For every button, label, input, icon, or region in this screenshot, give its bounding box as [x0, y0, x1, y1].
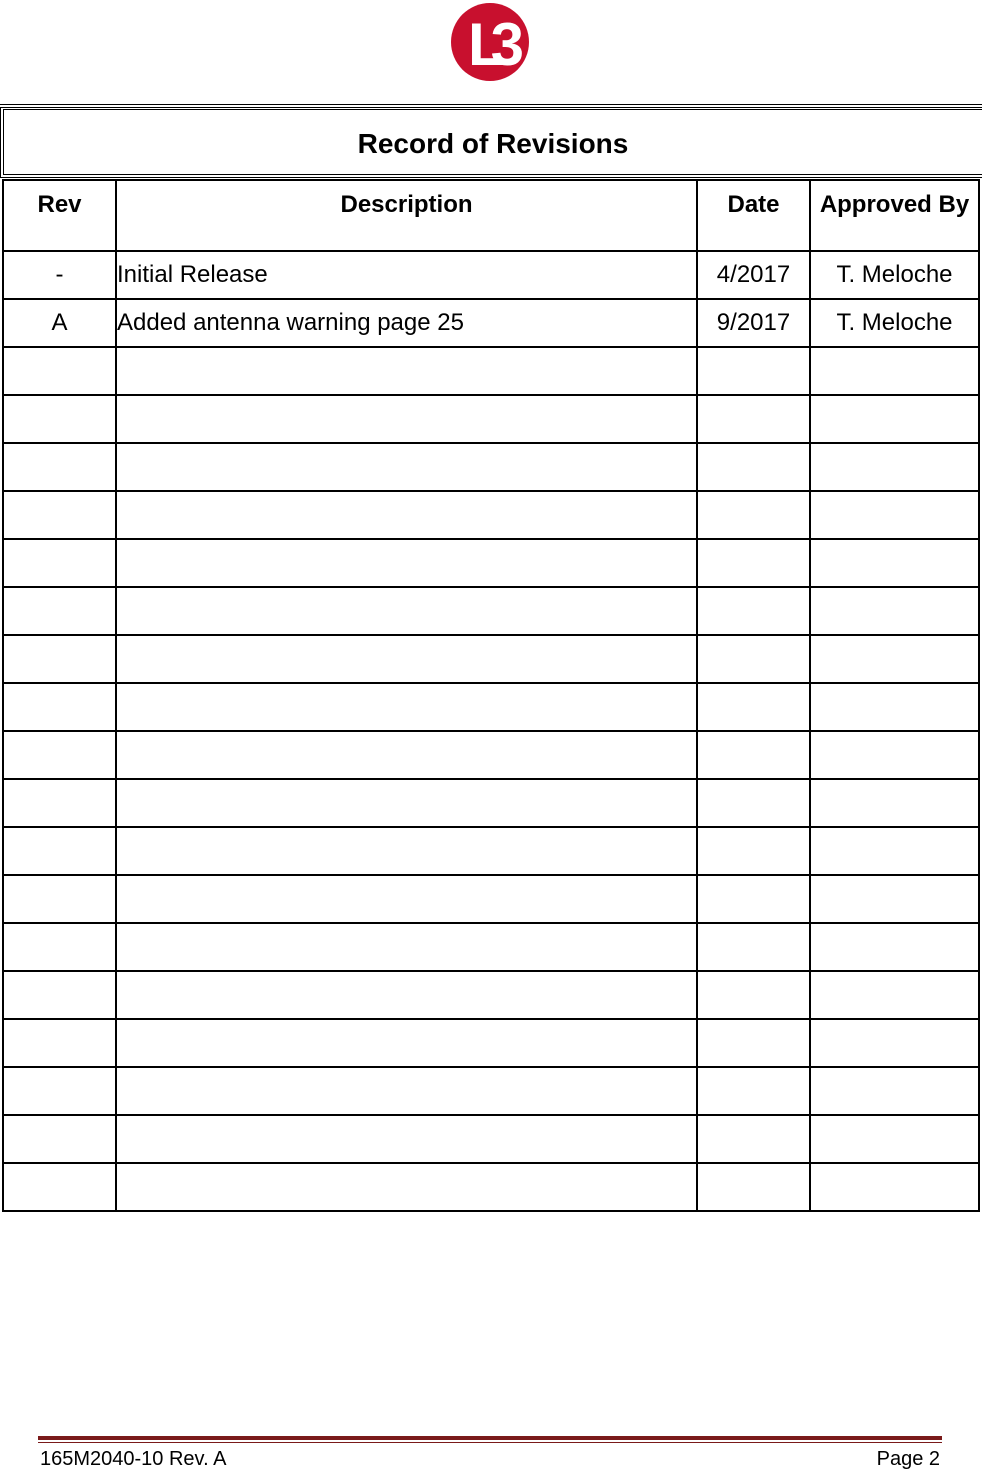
cell-rev	[3, 731, 116, 779]
cell-rev	[3, 1067, 116, 1115]
footer-rule-thin	[38, 1442, 942, 1443]
cell-date	[697, 443, 810, 491]
cell-approved-by	[810, 731, 979, 779]
l3-logo-icon	[448, 2, 532, 82]
cell-approved-by: T. Meloche	[810, 299, 979, 347]
cell-date	[697, 587, 810, 635]
cell-date: 9/2017	[697, 299, 810, 347]
cell-description	[116, 731, 697, 779]
table-row	[3, 683, 979, 731]
cell-description	[116, 635, 697, 683]
table-row	[3, 1019, 979, 1067]
table-row	[3, 1067, 979, 1115]
table-row	[3, 875, 979, 923]
cell-description	[116, 587, 697, 635]
cell-date	[697, 1067, 810, 1115]
cell-rev	[3, 443, 116, 491]
table-row	[3, 299, 979, 347]
cell-approved-by	[810, 923, 979, 971]
cell-description	[116, 1163, 697, 1211]
cell-date	[697, 827, 810, 875]
header-rev: Rev	[3, 180, 116, 251]
header-description: Description	[116, 180, 697, 251]
cell-approved-by	[810, 1115, 979, 1163]
cell-rev	[3, 971, 116, 1019]
table-row	[3, 347, 979, 395]
table-row	[3, 587, 979, 635]
cell-rev	[3, 683, 116, 731]
footer-rule	[38, 1436, 942, 1440]
cell-description	[116, 1019, 697, 1067]
cell-approved-by	[810, 827, 979, 875]
cell-rev	[3, 347, 116, 395]
table-row	[3, 971, 979, 1019]
cell-description: Added antenna warning page 25	[116, 299, 697, 347]
cell-description	[116, 971, 697, 1019]
cell-approved-by	[810, 1163, 979, 1211]
page-title: Record of Revisions	[357, 128, 629, 159]
cell-date	[697, 1115, 810, 1163]
cell-rev: A	[3, 299, 116, 347]
cell-approved-by	[810, 875, 979, 923]
table-row	[3, 779, 979, 827]
cell-approved-by	[810, 635, 979, 683]
cell-description: Initial Release	[116, 251, 697, 299]
cell-date	[697, 539, 810, 587]
cell-rev	[3, 1019, 116, 1067]
cell-rev	[3, 491, 116, 539]
cell-date	[697, 731, 810, 779]
header-approved-by: Approved By	[810, 180, 979, 251]
cell-date	[697, 923, 810, 971]
cell-description	[116, 1067, 697, 1115]
cell-approved-by	[810, 443, 979, 491]
table-row	[3, 827, 979, 875]
cell-rev	[3, 395, 116, 443]
cell-date	[697, 395, 810, 443]
cell-rev: -	[3, 251, 116, 299]
cell-rev	[3, 1163, 116, 1211]
cell-approved-by	[810, 1019, 979, 1067]
cell-approved-by: T. Meloche	[810, 251, 979, 299]
cell-description	[116, 827, 697, 875]
table-row	[3, 395, 979, 443]
cell-approved-by	[810, 491, 979, 539]
table-row	[3, 1115, 979, 1163]
revisions-table	[2, 179, 980, 1212]
cell-rev	[3, 875, 116, 923]
cell-approved-by	[810, 539, 979, 587]
cell-date	[697, 971, 810, 1019]
cell-approved-by	[810, 1067, 979, 1115]
cell-rev	[3, 635, 116, 683]
cell-rev	[3, 779, 116, 827]
cell-date	[697, 779, 810, 827]
table-row	[3, 635, 979, 683]
page-number: Page 2	[876, 1448, 940, 1470]
cell-description	[116, 443, 697, 491]
cell-rev	[3, 539, 116, 587]
cell-date	[697, 875, 810, 923]
cell-date: 4/2017	[697, 251, 810, 299]
cell-date	[697, 683, 810, 731]
cell-date	[697, 347, 810, 395]
table-row	[3, 539, 979, 587]
cell-date	[697, 1019, 810, 1067]
table-row	[3, 923, 979, 971]
cell-approved-by	[810, 587, 979, 635]
table-header-row	[3, 180, 979, 251]
logo-text: L3	[467, 11, 511, 78]
cell-rev	[3, 923, 116, 971]
title-box	[0, 107, 982, 178]
table-row	[3, 1163, 979, 1211]
cell-rev	[3, 587, 116, 635]
cell-description	[116, 779, 697, 827]
table-row	[3, 443, 979, 491]
table-row	[3, 251, 979, 299]
header-date: Date	[697, 180, 810, 251]
document-id: 165M2040-10 Rev. A	[40, 1448, 227, 1470]
table-row	[3, 491, 979, 539]
cell-description	[116, 923, 697, 971]
cell-approved-by	[810, 779, 979, 827]
cell-description	[116, 347, 697, 395]
cell-approved-by	[810, 683, 979, 731]
cell-date	[697, 1163, 810, 1211]
cell-description	[116, 875, 697, 923]
cell-description	[116, 491, 697, 539]
cell-approved-by	[810, 395, 979, 443]
table-row	[3, 731, 979, 779]
cell-date	[697, 635, 810, 683]
cell-rev	[3, 1115, 116, 1163]
cell-description	[116, 1115, 697, 1163]
cell-description	[116, 395, 697, 443]
cell-rev	[3, 827, 116, 875]
cell-description	[116, 683, 697, 731]
cell-description	[116, 539, 697, 587]
cell-approved-by	[810, 347, 979, 395]
cell-approved-by	[810, 971, 979, 1019]
cell-date	[697, 491, 810, 539]
